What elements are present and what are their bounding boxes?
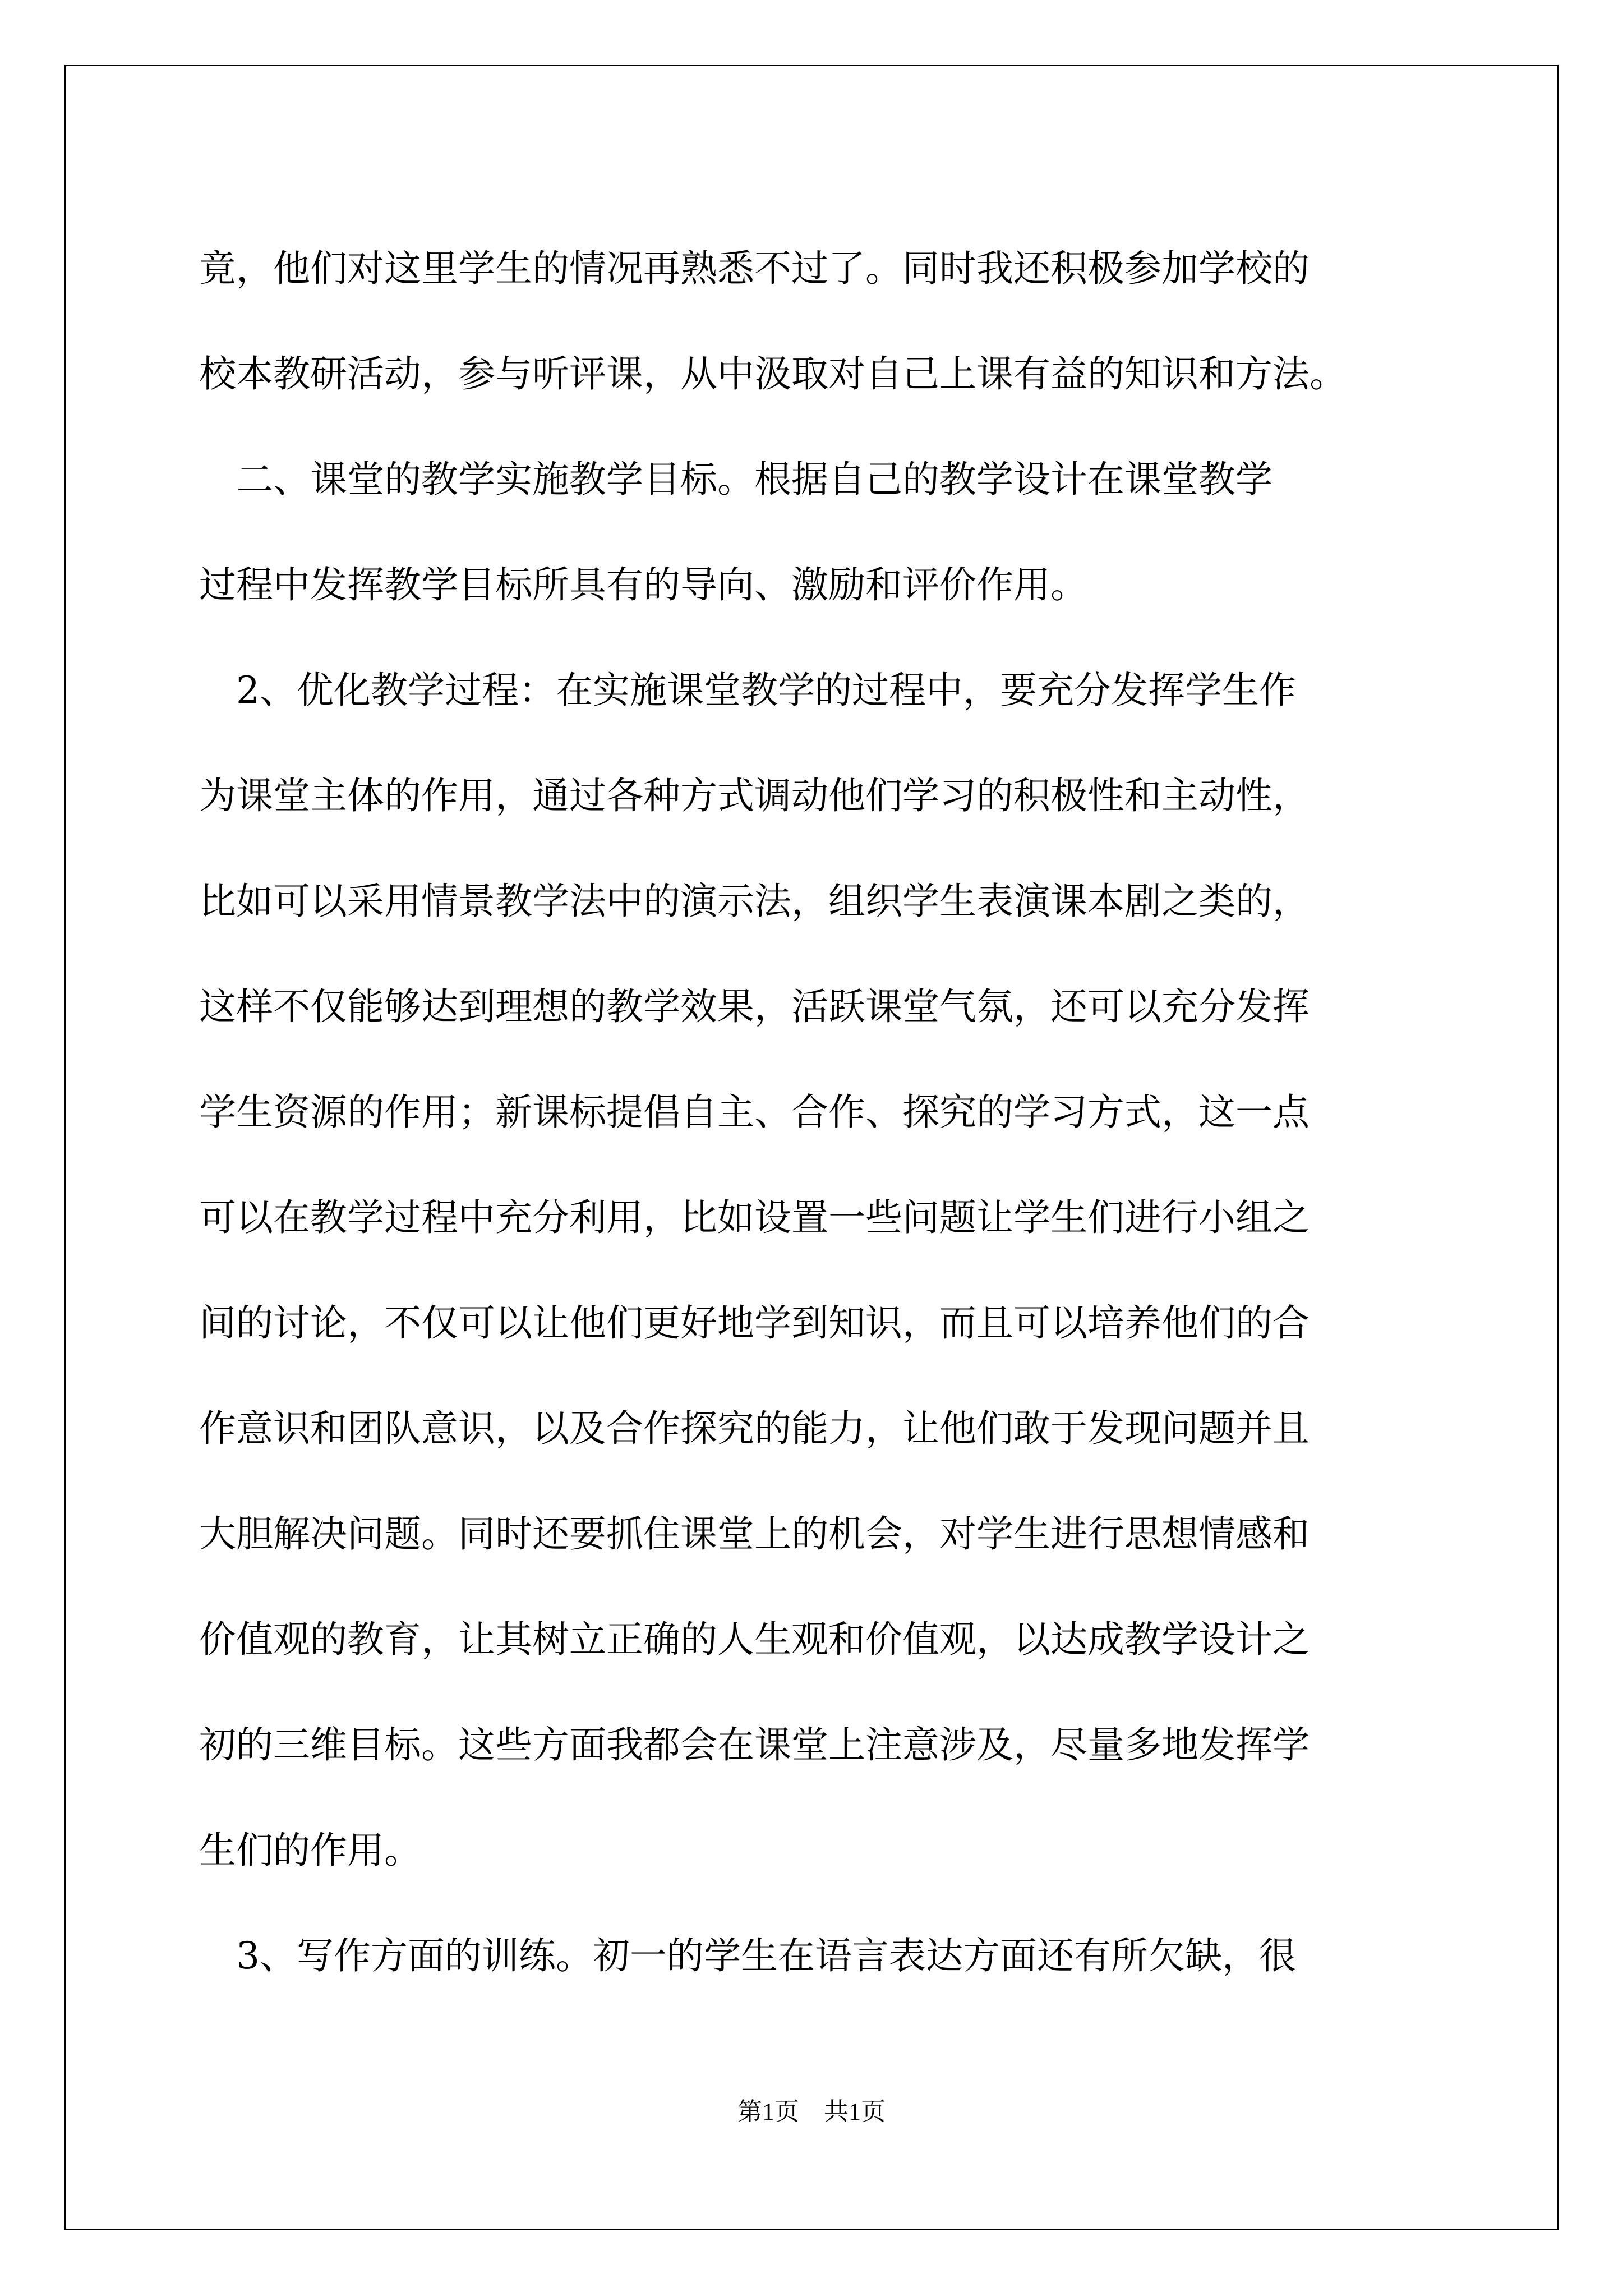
text-line: 生们的作用。 — [199, 1829, 421, 1872]
text-line: 大胆解决问题。同时还要抓住课堂上的机会，对学生进行思想情感和 — [199, 1512, 1310, 1556]
text-line: 可以在教学过程中充分利用，比如设置一些问题让学生们进行小组之 — [199, 1196, 1310, 1239]
text-line: 这样不仅能够达到理想的教学效果，活跃课堂气氛，还可以充分发挥 — [199, 985, 1310, 1028]
page-number-footer: 第1页 共1页 — [737, 2098, 886, 2125]
text-line: 价值观的教育，让其树立正确的人生观和价值观，以达成教学设计之 — [199, 1618, 1310, 1661]
text-line: 间的讨论，不仅可以让他们更好地学到知识，而且可以培养他们的合 — [199, 1301, 1310, 1345]
text-line: 过程中发挥教学目标所具有的导向、激励和评价作用。 — [199, 563, 1087, 606]
document-body — [199, 216, 1427, 2009]
text-line: 初的三维目标。这些方面我都会在课堂上注意涉及，尽量多地发挥学 — [199, 1723, 1310, 1766]
text-line: 二、课堂的教学实施教学目标。根据自己的教学设计在课堂教学 — [199, 458, 1272, 501]
text-line: 2、优化教学过程：在实施课堂教学的过程中，要充分发挥学生作 — [199, 669, 1296, 712]
text-line: 为课堂主体的作用，通过各种方式调动他们学习的积极性和主动性， — [199, 774, 1310, 817]
text-line: 竟，他们对这里学生的情况再熟悉不过了。同时我还积极参加学校的 — [199, 247, 1310, 290]
text-line: 校本教研活动，参与听评课，从中汲取对自己上课有益的知识和方法。 — [199, 352, 1347, 395]
text-line: 比如可以采用情景教学法中的演示法，组织学生表演课本剧之类的， — [199, 880, 1310, 923]
text-line: 3、写作方面的训练。初一的学生在语言表达方面还有所欠缺，很 — [199, 1934, 1296, 1977]
text-line: 作意识和团队意识，以及合作探究的能力，让他们敢于发现问题并且 — [199, 1407, 1310, 1450]
text-line: 学生资源的作用；新课标提倡自主、合作、探究的学习方式，这一点 — [199, 1091, 1310, 1134]
